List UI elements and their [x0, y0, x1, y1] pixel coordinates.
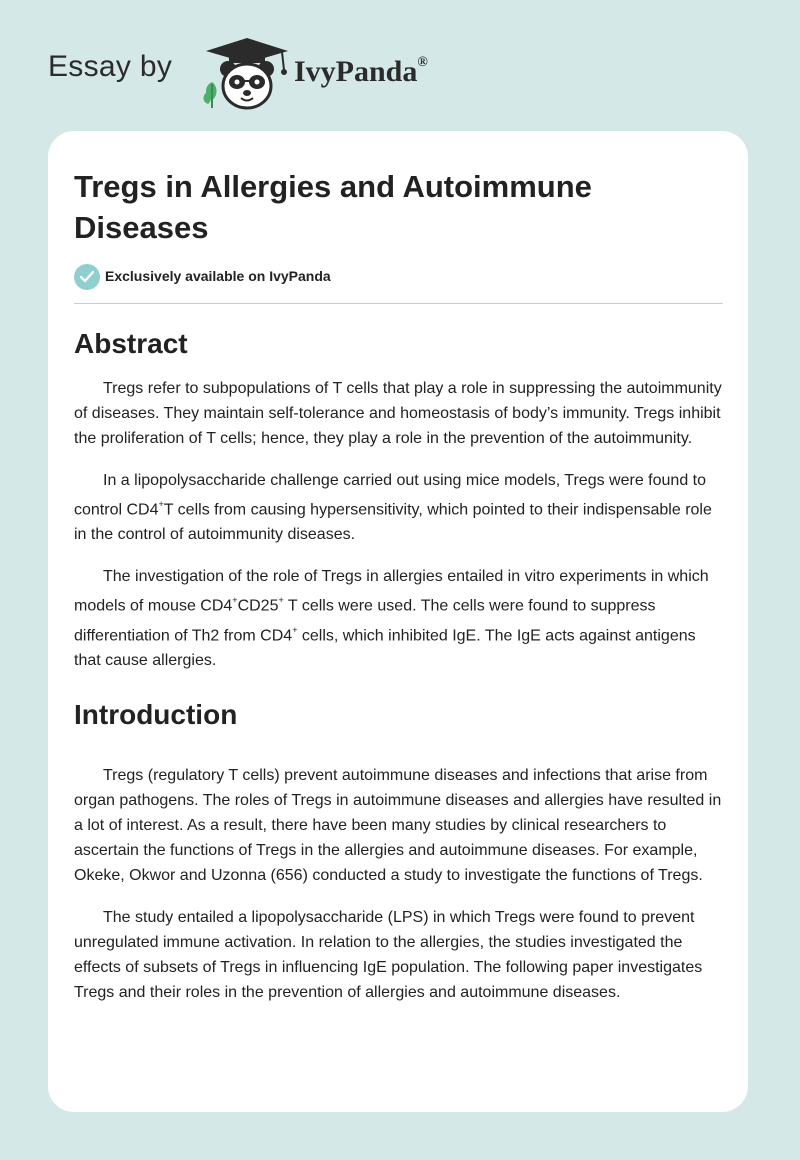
brand-name[interactable]: IvyPanda® — [294, 55, 428, 88]
panda-logo-icon[interactable] — [202, 36, 292, 112]
site-header — [48, 34, 548, 114]
section-heading-introduction: Introduction — [74, 698, 238, 730]
check-icon — [74, 264, 100, 290]
paragraph: In a lipopolysaccharide challenge carried out using mice models, Tregs were found to control CD4+T cells from causing hypersensitivity, which pointed to their indispensable role in the control of autoimmunity diseases. — [74, 472, 712, 544]
essay-body — [74, 324, 724, 1005]
paragraph: The investigation of the role of Tregs in allergies entailed in vitro experiments in which models of mouse CD4+CD25+ T cells were used. The cells were found to suppress differentiation of Th2 from CD4+ cells, which inhibited IgE. The IgE acts against antigens that cause allergies. — [74, 568, 709, 669]
paragraph: Tregs refer to subpopulations of T cells that play a role in suppressing the autoimmunity of diseases. They maintain self-tolerance and homeostasis of body’s immunity. Tregs inhibit the proliferation of T cells; hence, they play a role in the prevention of the autoimmunity. — [74, 380, 722, 447]
divider — [74, 303, 723, 304]
section-heading-abstract: Abstract — [74, 328, 188, 359]
essay-by-label: Essay by — [48, 50, 173, 83]
essay-card — [48, 131, 748, 1112]
page-title: Tregs in Allergies and Autoimmune Diseases — [74, 169, 592, 245]
paragraph: Tregs (regulatory T cells) prevent autoimmune diseases and infections that arise from organ pathogens. The roles of Tregs in autoimmune diseases and allergies have resulted in a lot of interest. As a result, there have been many studies by clinical researchers to ascertain the functions of Tregs in the allergies and autoimmune diseases. For example, Okeke, Okwor and Uzonna (656) conducted a study to investigate the functions of Tregs. — [74, 766, 722, 884]
badge-text: Exclusively available on IvyPanda — [105, 268, 331, 284]
paragraph: The study entailed a lipopolysaccharide (LPS) in which Tregs were found to prevent unregulated immune activation. In relation to the allergies, the studies investigated the effects of subsets of Tregs in influencing IgE population. The following paper investigates Tregs and their roles in the prevention of allergies and autoimmune diseases. — [74, 908, 703, 1001]
